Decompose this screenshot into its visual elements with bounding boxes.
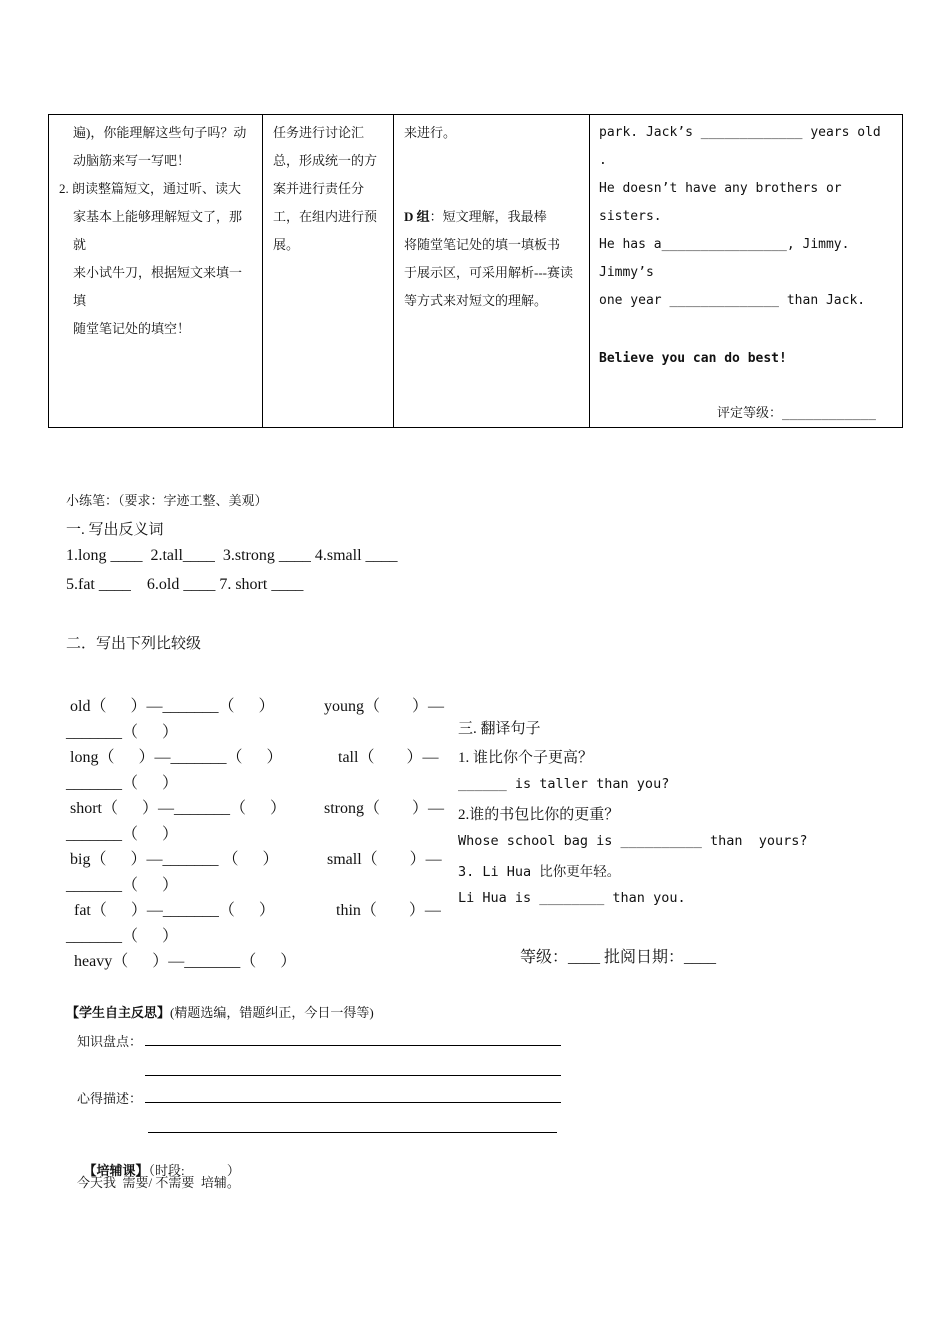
comparative-left: fat（ ）—_______（ ） xyxy=(74,902,275,919)
antonyms-row-1: 1.long ____ 2.tall____ 3.strong ____ 4.small ____ xyxy=(66,547,398,564)
comparative-left: short（ ）—_______（ ） xyxy=(70,800,287,817)
table-cell-group-work xyxy=(263,115,394,428)
display-line: 来进行。 xyxy=(404,125,457,140)
steps-line: 家基本上能够理解短文了，那就 xyxy=(73,209,243,252)
insight-write-line-2[interactable] xyxy=(148,1132,557,1133)
display-line: 将随堂笔记处的填一填板书 xyxy=(404,237,561,252)
group-d-label: D 组 xyxy=(404,209,430,224)
group-d-text: ：短文理解，我最棒 xyxy=(429,209,547,224)
group-work-line: 总，形成统一的方 xyxy=(273,153,378,168)
notes-line: park. Jack’s _____________ years old . xyxy=(599,125,881,168)
comparative-right-cont: _______（ ） xyxy=(66,877,179,894)
antonyms-row-2: 5.fat ____ 6.old ____ 7. short ____ xyxy=(66,576,304,593)
comparative-right: strong（ ）— xyxy=(324,800,445,817)
grade-date-line: 等级：____ 批阅日期：____ xyxy=(520,949,717,966)
tutor-note: （时段: ） xyxy=(148,1163,240,1178)
section-1-title: 一. 写出反义词 xyxy=(66,522,164,538)
group-work-line: 任务进行讨论汇 xyxy=(273,125,365,140)
comparative-right-cont: _______（ ） xyxy=(66,928,179,945)
comparative-left: big（ ）—_______ （ ） xyxy=(70,851,279,868)
comparative-left: old（ ）—_______（ ） xyxy=(70,698,275,715)
comparative-right-cont: _______（ ） xyxy=(66,724,179,741)
notes-line: He doesn’t have any brothers or sisters. xyxy=(599,181,842,224)
grade-evaluation: 评定等级：____________ xyxy=(717,406,876,421)
table-cell-notes xyxy=(590,115,903,428)
comparative-left: long（ ）—_______（ ） xyxy=(70,749,283,766)
table-cell-steps xyxy=(49,115,263,428)
translate-line: Whose school bag is __________ than yours? xyxy=(458,833,808,849)
section-3-title: 三. 翻译句子 xyxy=(458,721,541,737)
table-cell-display xyxy=(394,115,590,428)
comparative-right: young（ ）— xyxy=(324,698,445,715)
insight-write-line-1[interactable] xyxy=(145,1102,561,1103)
group-work-line: 工，在组内进行预 xyxy=(273,209,378,224)
steps-line: 2. 朗读整篇短文，通过听、读大 xyxy=(59,181,242,196)
steps-line: 来小试牛刀，根据短文来填一填 xyxy=(73,265,243,308)
comparative-right-cont: _______（ ） xyxy=(66,775,179,792)
section-2-title: 二．写出下列比较级 xyxy=(66,636,202,652)
translate-line: 2.谁的书包比你的更重？ xyxy=(458,807,620,823)
knowledge-label: 知识盘点： xyxy=(77,1034,143,1049)
motto: Believe you can do best! xyxy=(599,351,787,366)
reflection-note: (精题选编，错题纠正，今日一得等) xyxy=(170,1005,374,1020)
translate-line: ______ is taller than you? xyxy=(458,776,670,792)
translate-line: 1. 谁比你个子更高？ xyxy=(458,750,594,766)
steps-line: 随堂笔记处的填空！ xyxy=(73,321,191,336)
group-d-line xyxy=(404,203,581,231)
notes-line: one year ______________ than Jack. xyxy=(599,293,866,308)
practice-header: 小练笔：（要求：字迹工整、美观） xyxy=(66,493,268,508)
display-line: 等方式来对短文的理解。 xyxy=(404,293,548,308)
group-work-line: 展。 xyxy=(273,237,300,252)
comparative-right-cont: _______（ ） xyxy=(66,826,179,843)
translate-line: 3. Li Hua 比你更年轻。 xyxy=(458,864,621,880)
notes-line: He has a________________, Jimmy. Jimmy’s xyxy=(599,237,850,280)
lesson-plan-table xyxy=(48,114,903,428)
tutor-need-line: 今天我 需要/ 不需要 培辅。 xyxy=(77,1175,240,1190)
insight-label: 心得描述： xyxy=(77,1091,143,1106)
group-work-line: 案并进行责任分 xyxy=(273,181,365,196)
comparative-right: thin（ ）— xyxy=(336,902,441,919)
knowledge-write-line-1[interactable] xyxy=(145,1045,561,1046)
steps-line: 动脑筋来写一写吧！ xyxy=(73,153,191,168)
comparative-right: small（ ）— xyxy=(327,851,442,868)
knowledge-write-line-2[interactable] xyxy=(145,1075,561,1076)
reflection-title: 【学生自主反思】 xyxy=(66,1005,171,1020)
comparative-right: tall（ ）— xyxy=(338,749,439,766)
display-line: 于展示区，可采用解析---赛读 xyxy=(404,265,573,280)
steps-line: 遍)，你能理解这些句子吗？动 xyxy=(73,125,247,140)
tutor-title: 【培辅课】 xyxy=(83,1163,149,1178)
reflection-heading xyxy=(66,1002,374,1021)
comparative-last: heavy（ ）—_______（ ） xyxy=(74,953,297,970)
translate-line: Li Hua is ________ than you. xyxy=(458,890,686,906)
